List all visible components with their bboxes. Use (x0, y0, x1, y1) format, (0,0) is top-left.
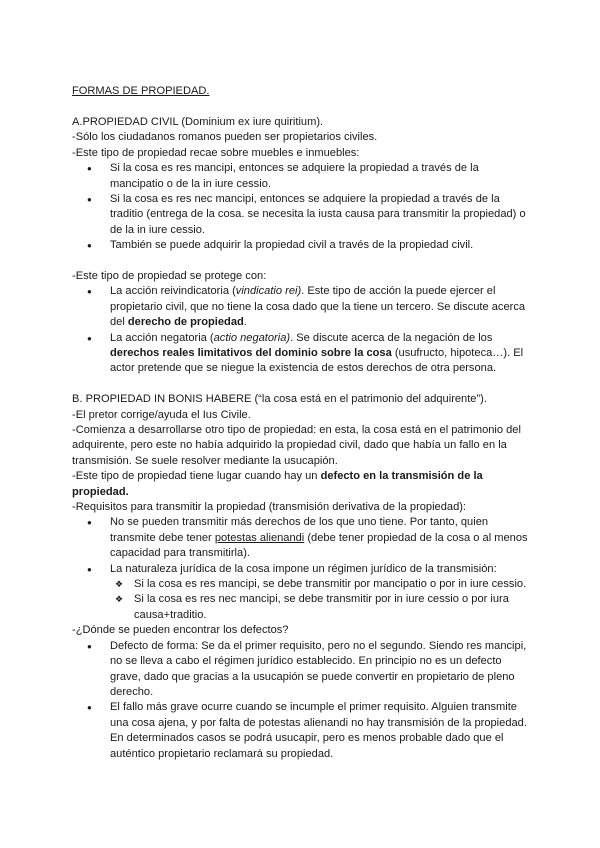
bullet-list (72, 515, 532, 623)
paragraph: -Este tipo de propiedad recae sobre muebles e inmuebles: (72, 146, 360, 159)
section-a-heading: A.PROPIEDAD CIVIL (Dominium ex iure quiritium). (72, 115, 324, 128)
paragraph: -¿Dónde se pueden encontrar los defectos? (72, 624, 289, 637)
list-item-requisito-1: ● No se pueden transmitir más derechos de los que uno tiene. Por tanto, quien transmite debe tener potestas alienandi (debe tener propiedad de la cosa o al menos capacidad para transmitirla). (72, 515, 532, 561)
list-item: ● Si la cosa es res mancipi, entonces se adquiere la propiedad a través de la mancipatio o de la in iure cessio. (72, 161, 532, 192)
list-item-reivindicatoria: ● La acción reivindicatoria (vindicatio rei). Este tipo de acción la puede ejercer el propietario civil, que no tiene la cosa dado que la tiene un tercero. Se discute acerca del derecho de propiedad. (72, 284, 532, 330)
list-item-requisito-2: ● La naturaleza jurídica de la cosa impone un régimen jurídico de la transmisión: ❖ Si la cosa es res mancipi, se debe transmitir por mancipatio o por in iure cessio. ❖ Si la cosa es res nec mancipi, se debe transmitir por in iure cessio o por iura causa+traditio. (72, 562, 532, 624)
paragraph: -Sólo los ciudadanos romanos pueden ser propietarios civiles. (72, 131, 378, 144)
list-item: ● También se puede adquirir la propiedad civil a través de la propiedad civil. (72, 238, 532, 253)
section-b-heading: B. PROPIEDAD IN BONIS HABERE (“la cosa está en el patrimonio del adquirente”). (72, 393, 487, 406)
paragraph: -El pretor corrige/ayuda el Ius Civile. (72, 408, 251, 421)
bullet-list (72, 639, 532, 762)
bullet-list (72, 161, 532, 253)
list-item: ● Defecto de forma: Se da el primer requisito, pero no el segundo. Siendo res mancipi, no se lleva a cabo el régimen jurídico establecido. En principio no es un defecto grave, dado que gracias a la usucapión se puede convertir en propietario de pleno derecho. (72, 639, 532, 701)
page-title: FORMAS DE PROPIEDAD. (72, 85, 210, 97)
paragraph: -Comienza a desarrollarse otro tipo de propiedad: en esta, la cosa está en el patrimonio del adquirente, pero este no había adquirido la propiedad civil, dado que había un fallo en la transmisión. Se suele resolver mediante la usucapión. (72, 424, 521, 467)
paragraph: -Este tipo de propiedad se protege con: (72, 269, 267, 282)
sub-bullet-list (110, 577, 532, 623)
paragraph: -Requisitos para transmitir la propiedad (transmisión derivativa de la propiedad): (72, 501, 467, 514)
document-page (72, 84, 532, 762)
sub-list-item: ❖ Si la cosa es res mancipi, se debe transmitir por mancipatio o por in iure cessio. (110, 577, 532, 592)
list-item-negatoria: ● La acción negatoria (actio negatoria). Se discute acerca de la negación de los derechos reales limitativos del dominio sobre la cosa (usufructo, hipoteca…). El actor pretende que se niegue la existencia de estos derechos de otra persona. (72, 331, 532, 377)
bullet-list (72, 284, 532, 376)
sub-list-item: ❖ Si la cosa es res nec mancipi, se debe transmitir por in iure cessio o por iura causa+traditio. (110, 592, 532, 623)
paragraph-defecto: -Este tipo de propiedad tiene lugar cuando hay un defecto en la transmisión de la propiedad. (72, 470, 483, 498)
list-item: ● Si la cosa es res nec mancipi, entonces se adquiere la propiedad a través de la traditio (entrega de la cosa. se necesita la iusta causa para transmitir la propiedad) o de la in iure cessio. (72, 192, 532, 238)
list-item: ● El fallo más grave ocurre cuando se incumple el primer requisito. Alguien transmite una cosa ajena, y por falta de potestas alienandi no hay transmisión de la propiedad. En determinados casos se podrá usucapir, pero es menos probable dado que el auténtico propietario reclamará su propiedad. (72, 700, 532, 762)
